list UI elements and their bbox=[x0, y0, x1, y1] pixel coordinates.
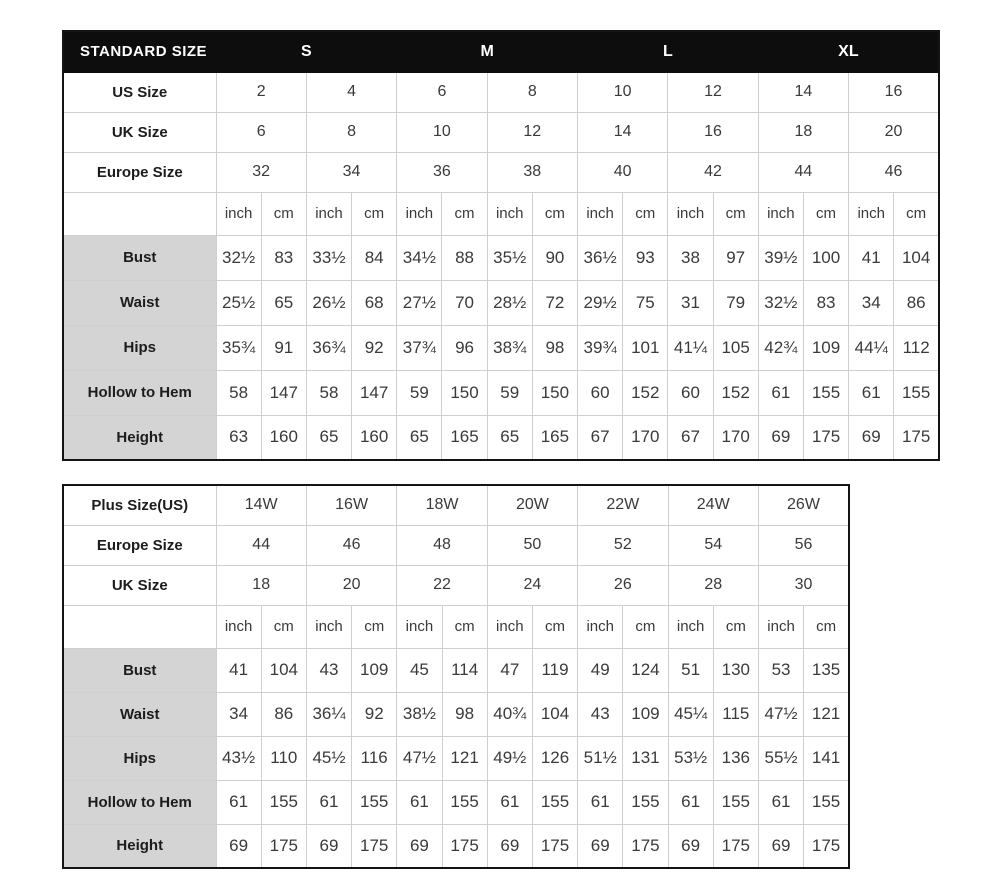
measure-value-cell: 43 bbox=[306, 648, 351, 692]
measure-value-cell: 155 bbox=[803, 370, 848, 415]
size-value-cell: 14W bbox=[216, 485, 306, 525]
measure-value-cell: 61 bbox=[758, 370, 803, 415]
measure-value-cell: 39¾ bbox=[578, 325, 623, 370]
size-value-cell: 16W bbox=[306, 485, 396, 525]
measure-value-cell: 175 bbox=[804, 824, 849, 868]
measure-value-cell: 175 bbox=[894, 415, 939, 460]
measurement-row bbox=[63, 370, 939, 415]
measure-value-cell: 109 bbox=[352, 648, 397, 692]
measure-value-cell: 69 bbox=[487, 824, 532, 868]
unit-cell: inch bbox=[216, 192, 261, 235]
measurement-row bbox=[63, 280, 939, 325]
unit-cell: inch bbox=[487, 192, 532, 235]
measure-value-cell: 61 bbox=[758, 780, 803, 824]
measure-value-cell: 41¼ bbox=[668, 325, 713, 370]
measure-value-cell: 60 bbox=[668, 370, 713, 415]
measurement-row bbox=[63, 325, 939, 370]
measure-value-cell: 160 bbox=[352, 415, 397, 460]
unit-cell: inch bbox=[668, 605, 713, 648]
measure-value-cell: 86 bbox=[261, 692, 306, 736]
measurement-row bbox=[63, 736, 849, 780]
measure-value-cell: 152 bbox=[623, 370, 668, 415]
measure-value-cell: 121 bbox=[804, 692, 849, 736]
measure-value-cell: 35½ bbox=[487, 235, 532, 280]
measure-value-cell: 60 bbox=[578, 370, 623, 415]
unit-cell: cm bbox=[894, 192, 939, 235]
measure-row-label: Hollow to Hem bbox=[63, 370, 216, 415]
measure-value-cell: 175 bbox=[623, 824, 668, 868]
measure-value-cell: 90 bbox=[532, 235, 577, 280]
size-value-cell: 14 bbox=[758, 72, 848, 112]
measure-value-cell: 69 bbox=[758, 824, 803, 868]
measure-value-cell: 104 bbox=[894, 235, 939, 280]
measure-value-cell: 47 bbox=[487, 648, 532, 692]
measure-row-label: Hollow to Hem bbox=[63, 780, 216, 824]
measure-value-cell: 51 bbox=[668, 648, 713, 692]
size-value-cell: 18 bbox=[216, 565, 306, 605]
size-row bbox=[63, 72, 939, 112]
measure-value-cell: 39½ bbox=[758, 235, 803, 280]
measure-value-cell: 93 bbox=[623, 235, 668, 280]
size-row bbox=[63, 152, 939, 192]
unit-cell: inch bbox=[849, 192, 894, 235]
measure-value-cell: 116 bbox=[352, 736, 397, 780]
table-header-row bbox=[63, 31, 939, 72]
unit-cell: cm bbox=[804, 605, 849, 648]
measure-value-cell: 45¼ bbox=[668, 692, 713, 736]
measure-value-cell: 61 bbox=[487, 780, 532, 824]
measurement-row bbox=[63, 415, 939, 460]
measure-value-cell: 69 bbox=[216, 824, 261, 868]
measurement-row bbox=[63, 780, 849, 824]
measure-value-cell: 49½ bbox=[487, 736, 532, 780]
size-row-label: US Size bbox=[63, 72, 216, 112]
measure-row-label: Hips bbox=[63, 325, 216, 370]
measure-value-cell: 36¾ bbox=[306, 325, 351, 370]
measure-value-cell: 114 bbox=[442, 648, 487, 692]
unit-cell: inch bbox=[397, 605, 442, 648]
unit-row-spacer bbox=[63, 605, 216, 648]
unit-cell: cm bbox=[261, 605, 306, 648]
size-value-cell: 12 bbox=[487, 112, 577, 152]
measure-value-cell: 43 bbox=[578, 692, 623, 736]
measure-value-cell: 100 bbox=[803, 235, 848, 280]
measure-value-cell: 69 bbox=[578, 824, 623, 868]
size-value-cell: 30 bbox=[758, 565, 849, 605]
measure-value-cell: 92 bbox=[352, 692, 397, 736]
measure-value-cell: 69 bbox=[397, 824, 442, 868]
measure-value-cell: 124 bbox=[623, 648, 668, 692]
measure-value-cell: 44¼ bbox=[849, 325, 894, 370]
measure-value-cell: 155 bbox=[713, 780, 758, 824]
measure-value-cell: 38¾ bbox=[487, 325, 532, 370]
size-value-cell: 10 bbox=[397, 112, 487, 152]
size-column-header: XL bbox=[758, 31, 939, 72]
measure-value-cell: 155 bbox=[804, 780, 849, 824]
unit-cell: cm bbox=[623, 192, 668, 235]
measure-value-cell: 160 bbox=[261, 415, 306, 460]
measure-value-cell: 147 bbox=[352, 370, 397, 415]
unit-cell: cm bbox=[803, 192, 848, 235]
size-value-cell: 50 bbox=[487, 525, 577, 565]
measure-value-cell: 45½ bbox=[306, 736, 351, 780]
size-value-cell: 16 bbox=[849, 72, 939, 112]
size-value-cell: 44 bbox=[216, 525, 306, 565]
size-value-cell: 20W bbox=[487, 485, 577, 525]
measure-value-cell: 175 bbox=[261, 824, 306, 868]
measure-value-cell: 72 bbox=[532, 280, 577, 325]
unit-cell: inch bbox=[306, 605, 351, 648]
measure-value-cell: 67 bbox=[578, 415, 623, 460]
size-row-label: Plus Size(US) bbox=[63, 485, 216, 525]
size-column-header: L bbox=[578, 31, 759, 72]
measure-value-cell: 51½ bbox=[578, 736, 623, 780]
measure-value-cell: 147 bbox=[261, 370, 306, 415]
size-value-cell: 24 bbox=[487, 565, 577, 605]
measure-value-cell: 83 bbox=[261, 235, 306, 280]
size-value-cell: 36 bbox=[397, 152, 487, 192]
measure-value-cell: 26½ bbox=[306, 280, 351, 325]
measure-value-cell: 136 bbox=[713, 736, 758, 780]
measure-value-cell: 59 bbox=[397, 370, 442, 415]
size-value-cell: 14 bbox=[578, 112, 668, 152]
measure-value-cell: 119 bbox=[532, 648, 577, 692]
measure-value-cell: 150 bbox=[442, 370, 487, 415]
measure-value-cell: 61 bbox=[668, 780, 713, 824]
measure-value-cell: 109 bbox=[623, 692, 668, 736]
measure-value-cell: 69 bbox=[758, 415, 803, 460]
measure-value-cell: 65 bbox=[306, 415, 351, 460]
measure-value-cell: 175 bbox=[713, 824, 758, 868]
measure-value-cell: 105 bbox=[713, 325, 758, 370]
unit-cell: cm bbox=[713, 192, 758, 235]
size-value-cell: 18W bbox=[397, 485, 487, 525]
measure-value-cell: 36¼ bbox=[306, 692, 351, 736]
measure-value-cell: 32½ bbox=[216, 235, 261, 280]
unit-cell: inch bbox=[578, 605, 623, 648]
size-row-label: Europe Size bbox=[63, 152, 216, 192]
measure-value-cell: 40¾ bbox=[487, 692, 532, 736]
size-value-cell: 22W bbox=[578, 485, 668, 525]
size-value-cell: 20 bbox=[306, 565, 396, 605]
measure-value-cell: 65 bbox=[261, 280, 306, 325]
measure-value-cell: 155 bbox=[261, 780, 306, 824]
measure-value-cell: 155 bbox=[442, 780, 487, 824]
measure-value-cell: 70 bbox=[442, 280, 487, 325]
size-value-cell: 44 bbox=[758, 152, 848, 192]
measure-value-cell: 69 bbox=[849, 415, 894, 460]
measure-value-cell: 53½ bbox=[668, 736, 713, 780]
measure-value-cell: 49 bbox=[578, 648, 623, 692]
unit-cell: cm bbox=[442, 605, 487, 648]
measure-value-cell: 38½ bbox=[397, 692, 442, 736]
size-row-label: UK Size bbox=[63, 112, 216, 152]
unit-cell: inch bbox=[306, 192, 351, 235]
unit-cell: cm bbox=[352, 605, 397, 648]
measure-value-cell: 152 bbox=[713, 370, 758, 415]
measure-value-cell: 34½ bbox=[397, 235, 442, 280]
measure-value-cell: 115 bbox=[713, 692, 758, 736]
table-title: STANDARD SIZE bbox=[63, 31, 216, 72]
measure-value-cell: 25½ bbox=[216, 280, 261, 325]
size-value-cell: 20 bbox=[849, 112, 939, 152]
unit-cell: inch bbox=[487, 605, 532, 648]
measure-value-cell: 84 bbox=[352, 235, 397, 280]
measure-value-cell: 130 bbox=[713, 648, 758, 692]
measure-value-cell: 104 bbox=[261, 648, 306, 692]
size-value-cell: 38 bbox=[487, 152, 577, 192]
measure-value-cell: 65 bbox=[397, 415, 442, 460]
measure-value-cell: 68 bbox=[352, 280, 397, 325]
size-value-cell: 40 bbox=[578, 152, 668, 192]
measure-value-cell: 150 bbox=[532, 370, 577, 415]
measure-value-cell: 47½ bbox=[758, 692, 803, 736]
measure-value-cell: 32½ bbox=[758, 280, 803, 325]
measure-value-cell: 43½ bbox=[216, 736, 261, 780]
measure-value-cell: 55½ bbox=[758, 736, 803, 780]
measure-value-cell: 86 bbox=[894, 280, 939, 325]
measure-row-label: Height bbox=[63, 415, 216, 460]
measure-value-cell: 141 bbox=[804, 736, 849, 780]
unit-cell: cm bbox=[532, 605, 577, 648]
measure-value-cell: 165 bbox=[532, 415, 577, 460]
measure-value-cell: 75 bbox=[623, 280, 668, 325]
measure-value-cell: 88 bbox=[442, 235, 487, 280]
measure-value-cell: 38 bbox=[668, 235, 713, 280]
unit-row bbox=[63, 605, 849, 648]
size-value-cell: 34 bbox=[306, 152, 396, 192]
measure-value-cell: 41 bbox=[849, 235, 894, 280]
size-value-cell: 6 bbox=[216, 112, 306, 152]
measure-value-cell: 47½ bbox=[397, 736, 442, 780]
measure-value-cell: 58 bbox=[306, 370, 351, 415]
measure-value-cell: 98 bbox=[532, 325, 577, 370]
measure-value-cell: 92 bbox=[352, 325, 397, 370]
unit-cell: cm bbox=[442, 192, 487, 235]
unit-cell: cm bbox=[261, 192, 306, 235]
measure-value-cell: 175 bbox=[803, 415, 848, 460]
measure-value-cell: 175 bbox=[442, 824, 487, 868]
measure-row-label: Bust bbox=[63, 648, 216, 692]
size-value-cell: 18 bbox=[758, 112, 848, 152]
size-column-header: M bbox=[397, 31, 578, 72]
size-row-label: Europe Size bbox=[63, 525, 216, 565]
measure-value-cell: 61 bbox=[397, 780, 442, 824]
size-value-cell: 48 bbox=[397, 525, 487, 565]
unit-cell: cm bbox=[623, 605, 668, 648]
measure-value-cell: 45 bbox=[397, 648, 442, 692]
unit-cell: inch bbox=[578, 192, 623, 235]
measure-value-cell: 155 bbox=[352, 780, 397, 824]
standard-size-table bbox=[62, 30, 940, 461]
unit-cell: inch bbox=[668, 192, 713, 235]
measure-row-label: Waist bbox=[63, 692, 216, 736]
measure-value-cell: 104 bbox=[532, 692, 577, 736]
measurement-row bbox=[63, 235, 939, 280]
size-value-cell: 12 bbox=[668, 72, 758, 112]
unit-cell: cm bbox=[352, 192, 397, 235]
measure-value-cell: 34 bbox=[216, 692, 261, 736]
measure-value-cell: 109 bbox=[803, 325, 848, 370]
size-value-cell: 4 bbox=[306, 72, 396, 112]
size-row bbox=[63, 565, 849, 605]
size-value-cell: 32 bbox=[216, 152, 306, 192]
measure-value-cell: 175 bbox=[532, 824, 577, 868]
measure-value-cell: 91 bbox=[261, 325, 306, 370]
measure-value-cell: 69 bbox=[306, 824, 351, 868]
size-value-cell: 54 bbox=[668, 525, 758, 565]
measure-value-cell: 131 bbox=[623, 736, 668, 780]
measure-value-cell: 29½ bbox=[578, 280, 623, 325]
measure-value-cell: 31 bbox=[668, 280, 713, 325]
measure-value-cell: 41 bbox=[216, 648, 261, 692]
size-row-label: UK Size bbox=[63, 565, 216, 605]
measure-value-cell: 63 bbox=[216, 415, 261, 460]
size-value-cell: 46 bbox=[306, 525, 396, 565]
size-value-cell: 24W bbox=[668, 485, 758, 525]
unit-cell: inch bbox=[397, 192, 442, 235]
size-value-cell: 26W bbox=[758, 485, 849, 525]
unit-cell: inch bbox=[216, 605, 261, 648]
unit-cell: inch bbox=[758, 192, 803, 235]
measure-value-cell: 98 bbox=[442, 692, 487, 736]
measure-value-cell: 101 bbox=[623, 325, 668, 370]
measure-value-cell: 28½ bbox=[487, 280, 532, 325]
measure-value-cell: 110 bbox=[261, 736, 306, 780]
measure-value-cell: 170 bbox=[623, 415, 668, 460]
plus-size-table bbox=[62, 484, 850, 869]
measure-value-cell: 61 bbox=[849, 370, 894, 415]
size-value-cell: 46 bbox=[849, 152, 939, 192]
size-value-cell: 28 bbox=[668, 565, 758, 605]
size-value-cell: 56 bbox=[758, 525, 849, 565]
measure-value-cell: 165 bbox=[442, 415, 487, 460]
measure-value-cell: 79 bbox=[713, 280, 758, 325]
measure-value-cell: 34 bbox=[849, 280, 894, 325]
measurement-row bbox=[63, 648, 849, 692]
size-value-cell: 26 bbox=[578, 565, 668, 605]
measure-value-cell: 53 bbox=[758, 648, 803, 692]
unit-cell: cm bbox=[713, 605, 758, 648]
size-column-header: S bbox=[216, 31, 397, 72]
unit-cell: cm bbox=[532, 192, 577, 235]
measure-row-label: Waist bbox=[63, 280, 216, 325]
measure-value-cell: 61 bbox=[578, 780, 623, 824]
measure-value-cell: 69 bbox=[668, 824, 713, 868]
measure-value-cell: 58 bbox=[216, 370, 261, 415]
measure-value-cell: 65 bbox=[487, 415, 532, 460]
measure-value-cell: 61 bbox=[216, 780, 261, 824]
unit-row bbox=[63, 192, 939, 235]
size-value-cell: 22 bbox=[397, 565, 487, 605]
measure-value-cell: 67 bbox=[668, 415, 713, 460]
measure-value-cell: 37¾ bbox=[397, 325, 442, 370]
measure-value-cell: 155 bbox=[894, 370, 939, 415]
size-row bbox=[63, 525, 849, 565]
measurement-row bbox=[63, 824, 849, 868]
measure-value-cell: 112 bbox=[894, 325, 939, 370]
size-row bbox=[63, 112, 939, 152]
size-value-cell: 6 bbox=[397, 72, 487, 112]
measurement-row bbox=[63, 692, 849, 736]
measure-row-label: Bust bbox=[63, 235, 216, 280]
measure-value-cell: 126 bbox=[532, 736, 577, 780]
measure-value-cell: 155 bbox=[623, 780, 668, 824]
unit-row-spacer bbox=[63, 192, 216, 235]
measure-value-cell: 121 bbox=[442, 736, 487, 780]
measure-value-cell: 27½ bbox=[397, 280, 442, 325]
measure-value-cell: 35¾ bbox=[216, 325, 261, 370]
measure-value-cell: 61 bbox=[306, 780, 351, 824]
measure-value-cell: 59 bbox=[487, 370, 532, 415]
size-value-cell: 8 bbox=[487, 72, 577, 112]
size-value-cell: 10 bbox=[578, 72, 668, 112]
measure-row-label: Height bbox=[63, 824, 216, 868]
measure-value-cell: 170 bbox=[713, 415, 758, 460]
size-value-cell: 16 bbox=[668, 112, 758, 152]
size-value-cell: 8 bbox=[306, 112, 396, 152]
size-value-cell: 42 bbox=[668, 152, 758, 192]
unit-cell: inch bbox=[758, 605, 803, 648]
size-value-cell: 2 bbox=[216, 72, 306, 112]
measure-value-cell: 83 bbox=[803, 280, 848, 325]
size-value-cell: 52 bbox=[578, 525, 668, 565]
measure-value-cell: 42¾ bbox=[758, 325, 803, 370]
measure-value-cell: 175 bbox=[352, 824, 397, 868]
measure-row-label: Hips bbox=[63, 736, 216, 780]
size-row bbox=[63, 485, 849, 525]
measure-value-cell: 36½ bbox=[578, 235, 623, 280]
measure-value-cell: 97 bbox=[713, 235, 758, 280]
measure-value-cell: 155 bbox=[532, 780, 577, 824]
measure-value-cell: 96 bbox=[442, 325, 487, 370]
measure-value-cell: 135 bbox=[804, 648, 849, 692]
measure-value-cell: 33½ bbox=[306, 235, 351, 280]
